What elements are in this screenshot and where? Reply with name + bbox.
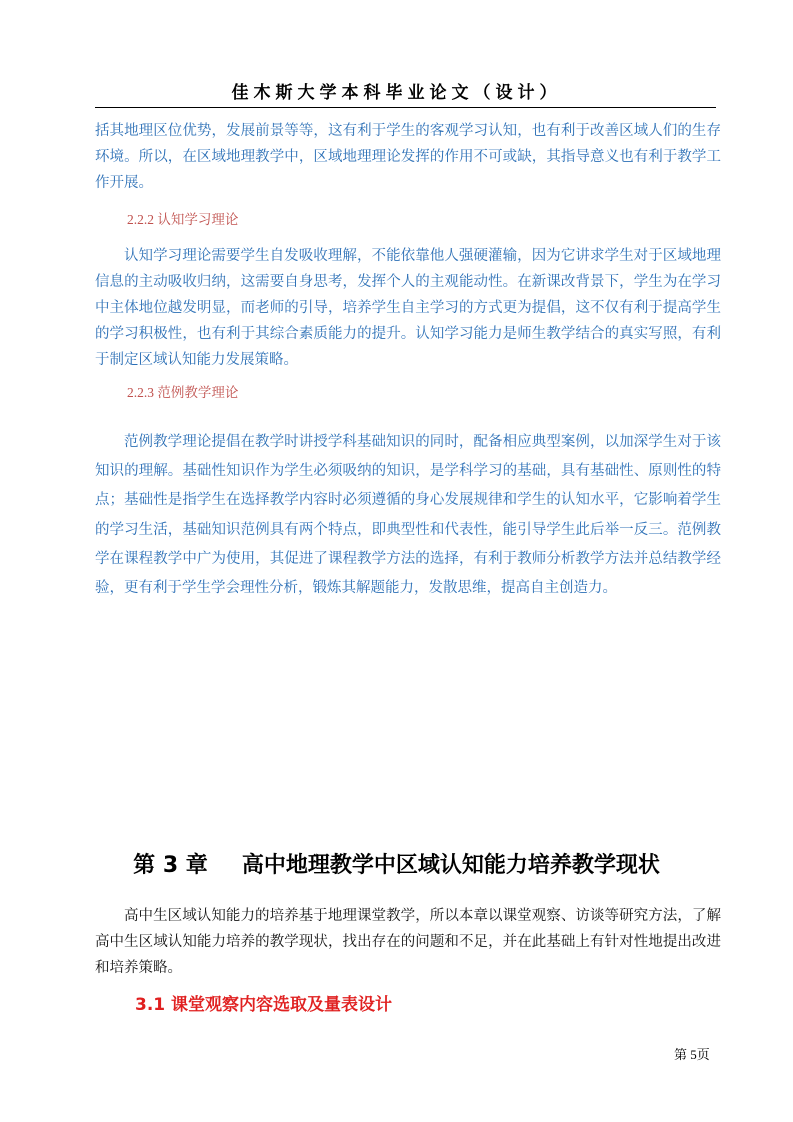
subsection-2-2-3-heading: 2.2.3 范例教学理论 [127,385,239,400]
page-number: 第 5页 [674,1047,710,1062]
chapter-number: 第 3 章 [133,853,208,878]
chapter-3-heading [0,848,793,879]
chapter-title: 高中地理教学中区域认知能力培养教学现状 [241,853,660,878]
running-header: 佳木斯大学本科毕业论文（设计） [231,83,562,103]
section-3-1-heading: 3.1 课堂观察内容选取及量表设计 [135,995,393,1015]
paragraph-example-teaching: 范例教学理论提倡在教学时讲授学科基础知识的同时，配备相应典型案例，以加深学生对于该知识的理解。基础性知识作为学生必须吸纳的知识，是学科学习的基础，具有基础性、原则性的特点；基础性是指学生在选择教学内容时必须遵循的身心发展规律和学生的认知水平，它影响着学生的学习生活，基础知识范例具有两个特点，即典型性和代表性，能引导学生此后举一反三。范例教学在课程教学中广为使用，其促进了课程教学方法的选择，有利于教师分析教学方法并总结教学经验，更有利于学生学会理性分析，锻炼其解题能力，发散思维，提高自主创造力。 [95,434,721,597]
header-rule [95,107,716,108]
subsection-2-2-2-heading: 2.2.2 认知学习理论 [127,212,239,227]
paragraph-regional-theory-end: 括其地理区位优势，发展前景等等，这有利于学生的客观学习认知，也有利于改善区域人们的生存环境。所以，在区域地理教学中，区域地理理论发挥的作用不可或缺，其指导意义也有利于教学工作开展。 [95,123,721,191]
paragraph-cognitive-learning: 认知学习理论需要学生自发吸收理解，不能依靠他人强硬灌输，因为它讲求学生对于区域地理信息的主动吸收归纳，这需要自身思考，发挥个人的主观能动性。在新课改背景下，学生为在学习中主体地位越发明显，而老师的引导，培养学生自主学习的方式更为提倡，这不仅有利于提高学生的学习积极性，也有利于其综合素质能力的提升。认知学习能力是师生教学结合的真实写照，有利于制定区域认知能力发展策略。 [95,248,721,368]
paragraph-chapter-3-intro: 高中生区域认知能力的培养基于地理课堂教学，所以本章以课堂观察、访谈等研究方法，了解高中生区域认知能力培养的教学现状，找出存在的问题和不足，并在此基础上有针对性地提出改进和培养策略。 [95,908,721,976]
